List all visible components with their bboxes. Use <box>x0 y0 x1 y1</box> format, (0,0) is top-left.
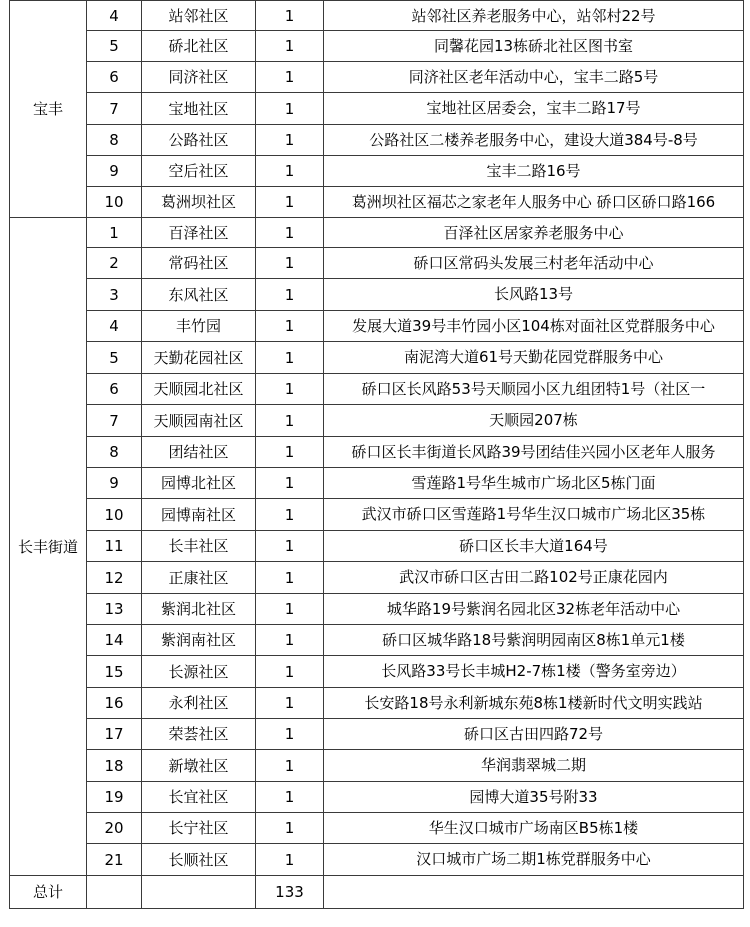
row-number-cell: 13 <box>87 594 142 625</box>
community-cell: 永利社区 <box>142 688 256 719</box>
empty-cell <box>142 876 256 909</box>
address-cell <box>324 279 744 311</box>
count-cell: 1 <box>256 594 324 625</box>
row-number-cell: 5 <box>87 31 142 62</box>
address-cell <box>324 437 744 468</box>
row-number-cell: 10 <box>87 187 142 218</box>
row-number-cell: 14 <box>87 625 142 656</box>
table-row <box>10 311 744 342</box>
community-cell: 站邻社区 <box>142 1 256 31</box>
row-number-cell: 6 <box>87 62 142 93</box>
table-row <box>10 562 744 594</box>
count-cell: 1 <box>256 844 324 876</box>
row-number-cell: 3 <box>87 279 142 311</box>
community-cell: 公路社区 <box>142 125 256 156</box>
row-number-cell: 8 <box>87 125 142 156</box>
community-cell: 天勤花园社区 <box>142 342 256 374</box>
address-cell <box>324 719 744 750</box>
row-number-cell: 4 <box>87 1 142 31</box>
address-cell <box>324 187 744 218</box>
community-cell: 紫润南社区 <box>142 625 256 656</box>
total-count-cell: 133 <box>256 876 324 909</box>
address-cell <box>324 93 744 125</box>
table-row <box>10 125 744 156</box>
row-number-cell: 7 <box>87 405 142 437</box>
row-number-cell: 15 <box>87 656 142 688</box>
count-cell: 1 <box>256 813 324 844</box>
table-row <box>10 93 744 125</box>
address-text: 宝地社区居委会，宝丰二路17号 <box>426 99 641 117</box>
count-cell: 1 <box>256 1 324 31</box>
count-cell: 1 <box>256 499 324 531</box>
address-text: 天顺园207栋 <box>489 411 578 429</box>
table-row <box>10 499 744 531</box>
address-cell <box>324 813 744 844</box>
row-number-cell: 16 <box>87 688 142 719</box>
address-cell <box>324 844 744 876</box>
address-text: 硚口区长丰街道长风路39号团结佳兴园小区老年人服务 <box>351 443 716 461</box>
count-cell: 1 <box>256 342 324 374</box>
community-cell: 百泽社区 <box>142 218 256 248</box>
community-cell: 园博南社区 <box>142 499 256 531</box>
address-cell <box>324 1 744 31</box>
address-cell <box>324 782 744 813</box>
empty-cell <box>87 876 142 909</box>
table-row <box>10 656 744 688</box>
table-row <box>10 813 744 844</box>
address-text: 同馨花园13栋硚北社区图书室 <box>433 37 634 55</box>
address-text: 硚口区长风路53号天顺园小区九组团特1号（社区一 <box>361 380 706 398</box>
address-cell <box>324 218 744 248</box>
table-row <box>10 374 744 405</box>
count-cell: 1 <box>256 187 324 218</box>
community-cell: 长宜社区 <box>142 782 256 813</box>
address-cell <box>324 374 744 405</box>
address-text: 汉口城市广场二期1栋党群服务中心 <box>416 850 651 868</box>
address-text: 硚口区长丰大道164号 <box>459 537 608 555</box>
community-cell: 宝地社区 <box>142 93 256 125</box>
row-number-cell: 17 <box>87 719 142 750</box>
community-cell: 天顺园南社区 <box>142 405 256 437</box>
row-number-cell: 18 <box>87 750 142 782</box>
address-text: 同济社区老年活动中心，宝丰二路5号 <box>408 68 659 86</box>
address-text: 长风路33号长丰城H2-7栋1楼（警务室旁边） <box>381 662 686 680</box>
table-row <box>10 844 744 876</box>
address-text: 葛洲坝社区福芯之家老年人服务中心 硚口区硚口路166 <box>351 193 716 211</box>
row-number-cell: 8 <box>87 437 142 468</box>
count-cell: 1 <box>256 625 324 656</box>
community-cell: 同济社区 <box>142 62 256 93</box>
address-text: 城华路19号紫润名园北区32栋老年活动中心 <box>386 600 681 618</box>
address-cell <box>324 62 744 93</box>
table-row <box>10 594 744 625</box>
count-cell: 1 <box>256 156 324 187</box>
count-cell: 1 <box>256 31 324 62</box>
address-cell <box>324 625 744 656</box>
address-text: 华生汉口城市广场南区B5栋1楼 <box>428 819 639 837</box>
total-label-cell: 总计 <box>10 876 87 909</box>
table-row <box>10 31 744 62</box>
count-cell: 1 <box>256 750 324 782</box>
address-text: 园博大道35号附33 <box>469 788 598 806</box>
table-row <box>10 688 744 719</box>
address-text: 雪莲路1号华生城市广场北区5栋门面 <box>411 474 656 492</box>
count-cell: 1 <box>256 62 324 93</box>
table-row <box>10 1 744 31</box>
table-row <box>10 405 744 437</box>
table-row <box>10 342 744 374</box>
table-row <box>10 531 744 562</box>
address-text: 长风路13号 <box>493 285 574 303</box>
table-row <box>10 62 744 93</box>
row-number-cell: 20 <box>87 813 142 844</box>
address-cell <box>324 656 744 688</box>
count-cell: 1 <box>256 531 324 562</box>
address-text: 硚口区常码头发展三村老年活动中心 <box>413 254 654 272</box>
community-cell: 葛洲坝社区 <box>142 187 256 218</box>
count-cell: 1 <box>256 311 324 342</box>
community-cell: 荣荟社区 <box>142 719 256 750</box>
row-number-cell: 19 <box>87 782 142 813</box>
community-cell: 园博北社区 <box>142 468 256 499</box>
community-cell: 长丰社区 <box>142 531 256 562</box>
community-cell: 常码社区 <box>142 248 256 279</box>
count-cell: 1 <box>256 562 324 594</box>
address-text: 宝丰二路16号 <box>486 162 581 180</box>
address-cell <box>324 125 744 156</box>
table-row <box>10 248 744 279</box>
row-number-cell: 12 <box>87 562 142 594</box>
row-number-cell: 6 <box>87 374 142 405</box>
district-cell: 长丰街道 <box>10 218 87 876</box>
address-text: 长安路18号永利新城东苑8栋1楼新时代文明实践站 <box>364 694 703 712</box>
address-cell <box>324 156 744 187</box>
address-cell <box>324 499 744 531</box>
row-number-cell: 21 <box>87 844 142 876</box>
row-number-cell: 4 <box>87 311 142 342</box>
community-cell: 硚北社区 <box>142 31 256 62</box>
address-cell <box>324 688 744 719</box>
address-cell <box>324 594 744 625</box>
community-cell: 天顺园北社区 <box>142 374 256 405</box>
count-cell: 1 <box>256 374 324 405</box>
row-number-cell: 9 <box>87 468 142 499</box>
table-body <box>10 1 744 909</box>
table-row <box>10 750 744 782</box>
table-row <box>10 279 744 311</box>
table-row <box>10 782 744 813</box>
row-number-cell: 9 <box>87 156 142 187</box>
table-row <box>10 156 744 187</box>
count-cell: 1 <box>256 248 324 279</box>
district-cell: 宝丰 <box>10 1 87 218</box>
row-number-cell: 11 <box>87 531 142 562</box>
community-cell: 长顺社区 <box>142 844 256 876</box>
address-text: 武汉市硚口区古田二路102号正康花园内 <box>399 568 668 586</box>
count-cell: 1 <box>256 782 324 813</box>
address-cell <box>324 750 744 782</box>
address-text: 百泽社区居家养老服务中心 <box>443 224 624 242</box>
community-cell: 东风社区 <box>142 279 256 311</box>
count-cell: 1 <box>256 279 324 311</box>
address-cell <box>324 311 744 342</box>
address-cell <box>324 248 744 279</box>
community-cell: 紫润北社区 <box>142 594 256 625</box>
count-cell: 1 <box>256 218 324 248</box>
table-row <box>10 218 744 248</box>
community-cell: 新墩社区 <box>142 750 256 782</box>
community-cell: 团结社区 <box>142 437 256 468</box>
community-cell: 长宁社区 <box>142 813 256 844</box>
count-cell: 1 <box>256 125 324 156</box>
count-cell: 1 <box>256 656 324 688</box>
address-cell <box>324 342 744 374</box>
count-cell: 1 <box>256 437 324 468</box>
address-text: 站邻社区养老服务中心，站邻村22号 <box>411 7 656 25</box>
row-number-cell: 2 <box>87 248 142 279</box>
address-text: 硚口区古田四路72号 <box>463 725 604 743</box>
count-cell: 1 <box>256 405 324 437</box>
address-text: 发展大道39号丰竹园小区104栋对面社区党群服务中心 <box>352 317 715 335</box>
count-cell: 1 <box>256 719 324 750</box>
community-cell: 正康社区 <box>142 562 256 594</box>
address-text: 硚口区城华路18号紫润明园南区8栋1单元1楼 <box>382 631 685 649</box>
address-cell <box>324 562 744 594</box>
row-number-cell: 7 <box>87 93 142 125</box>
count-cell: 1 <box>256 93 324 125</box>
table-row <box>10 187 744 218</box>
count-cell: 1 <box>256 468 324 499</box>
table-row <box>10 625 744 656</box>
address-cell <box>324 405 744 437</box>
address-text: 武汉市硚口区雪莲路1号华生汉口城市广场北区35栋 <box>361 505 706 523</box>
community-service-table <box>9 0 744 909</box>
community-cell: 长源社区 <box>142 656 256 688</box>
address-cell <box>324 468 744 499</box>
table-row <box>10 719 744 750</box>
row-number-cell: 10 <box>87 499 142 531</box>
row-number-cell: 1 <box>87 218 142 248</box>
address-cell <box>324 531 744 562</box>
address-cell <box>324 31 744 62</box>
community-cell: 丰竹园 <box>142 311 256 342</box>
count-cell: 1 <box>256 688 324 719</box>
table-row <box>10 468 744 499</box>
address-text: 华润翡翠城二期 <box>480 756 586 774</box>
table-row <box>10 437 744 468</box>
empty-cell <box>324 876 744 909</box>
row-number-cell: 5 <box>87 342 142 374</box>
community-cell: 空后社区 <box>142 156 256 187</box>
total-row <box>10 876 744 909</box>
address-text: 公路社区二楼养老服务中心，建设大道384号-8号 <box>369 131 698 149</box>
address-text: 南泥湾大道61号天勤花园党群服务中心 <box>403 348 664 366</box>
